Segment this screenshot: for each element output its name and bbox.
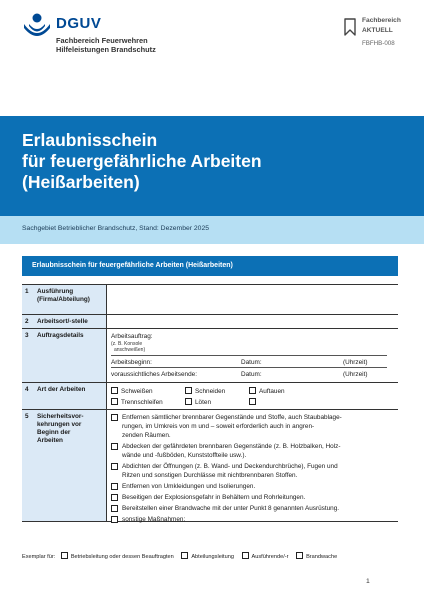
safety-text: zenden Räumen.	[122, 432, 171, 439]
permit-form	[22, 256, 398, 522]
form-row-4	[22, 383, 398, 410]
subline-text: Sachgebiet Betrieblicher Brandschutz, Stand: Dezember 2025	[22, 225, 210, 232]
checkbox[interactable]	[111, 494, 118, 501]
safety-item[interactable]	[111, 482, 392, 491]
work-type-options	[107, 383, 398, 409]
work-order-hint-2: anschweißen)	[114, 347, 146, 353]
copy-for-label: Exemplar für:	[22, 554, 56, 560]
row-label	[35, 410, 107, 521]
checkbox[interactable]	[185, 398, 192, 405]
row-number: 4	[22, 383, 35, 409]
page-number: 1	[366, 578, 370, 585]
row-label-line: Arbeiten	[37, 437, 63, 444]
checkbox[interactable]	[111, 516, 118, 523]
fachbereich-label-2: AKTUELL	[362, 27, 393, 34]
form-row-3	[22, 329, 398, 383]
work-order-hint-1: (z. B. Konsole	[111, 341, 143, 347]
page-title-line-3: (Heißarbeiten)	[22, 172, 140, 192]
safety-item[interactable]	[111, 413, 392, 440]
checkbox[interactable]	[242, 552, 249, 559]
row-label-line: Beginn der	[37, 429, 71, 436]
start-label: Arbeitsbeginn:	[111, 359, 152, 366]
page-title-line-2: für feuergefährliche Arbeiten	[22, 151, 262, 171]
checkbox[interactable]	[111, 483, 118, 490]
safety-text: sonstige Maßnahmen:	[122, 516, 186, 523]
option-grinding[interactable]	[111, 398, 163, 407]
safety-text: rungen, im Umkreis von m und – soweit erforderlich auch in angren-	[122, 423, 315, 430]
copy-option-label: Ausführende/-r	[251, 554, 289, 560]
checkbox[interactable]	[111, 443, 118, 450]
copy-option[interactable]	[296, 554, 337, 560]
form-row-5	[22, 410, 398, 522]
row-label-line: Ausführung	[37, 288, 74, 295]
option-label: Schweißen	[121, 388, 153, 395]
row-label: Art der Arbeiten	[35, 383, 107, 409]
brand-name: DGUV	[56, 15, 102, 32]
brand-subline	[56, 36, 156, 54]
form-row-1	[22, 284, 398, 315]
page-title	[22, 130, 262, 193]
copy-option-label: Betriebsleitung oder dessen Beauftragten	[70, 554, 174, 560]
option-other[interactable]	[249, 398, 259, 407]
execution-field[interactable]	[107, 285, 398, 314]
safety-text: Ritzen und sonstigen Durchlässe mit nichtbrennbaren Stoffen.	[122, 472, 298, 479]
work-location-field[interactable]	[107, 315, 398, 328]
start-line[interactable]	[111, 367, 387, 368]
option-label: Trennschleifen	[121, 399, 163, 406]
work-order-line	[111, 355, 387, 356]
safety-text: Abdichten der Öffnungen (z. B. Wand- und Deckendurchbrüche), Fugen und	[122, 463, 338, 470]
safety-measures	[107, 410, 398, 521]
copy-for-footer	[22, 552, 406, 560]
fachbereich-label	[362, 16, 401, 36]
safety-text: wände und -fußböden, Kunststoffteile usw.).	[122, 452, 247, 459]
safety-text: Bereitstellen einer Brandwache mit der unter Punkt 8 genannten Ausrüstung.	[122, 505, 340, 512]
dguv-logo-icon	[22, 12, 52, 40]
checkbox[interactable]	[111, 387, 118, 394]
safety-item[interactable]	[111, 462, 392, 480]
checkbox[interactable]	[111, 398, 118, 405]
safety-text: Entfernen von Umkleidungen und Isolierungen.	[122, 483, 256, 490]
checkbox[interactable]	[296, 552, 303, 559]
row-label: Arbeitsort/-stelle	[35, 315, 107, 328]
checkbox[interactable]	[181, 552, 188, 559]
end-label: voraussichtliches Arbeitsende:	[111, 371, 197, 378]
fachbereich-badge	[344, 16, 414, 56]
safety-text: Entfernen sämtlicher brennbarer Gegenstände und Stoffe, auch Staubablage-	[122, 414, 342, 421]
copy-option-label: Abteilungsleitung	[191, 554, 234, 560]
safety-text: Abdecken der gefährdeten brennbaren Gegenstände (z. B. Holzbalken, Holz-	[122, 443, 341, 450]
row-number: 3	[22, 329, 35, 382]
row-label-line: kehrungen vor	[37, 421, 82, 428]
title-banner	[0, 116, 424, 216]
checkbox[interactable]	[111, 505, 118, 512]
option-cutting[interactable]	[185, 387, 225, 396]
copy-option[interactable]	[181, 554, 234, 560]
checkbox[interactable]	[185, 387, 192, 394]
option-thawing[interactable]	[249, 387, 285, 396]
option-label: Löten	[195, 399, 211, 406]
row-label	[35, 285, 107, 314]
option-label: Schneiden	[195, 388, 226, 395]
option-soldering[interactable]	[185, 398, 211, 407]
safety-item[interactable]	[111, 504, 392, 513]
document-code: FBFHB-008	[362, 40, 395, 47]
row-number: 1	[22, 285, 35, 314]
dguv-logo	[22, 12, 222, 72]
end-time-label: (Uhrzeit)	[343, 371, 368, 378]
page-title-line-1: Erlaubnisschein	[22, 130, 158, 150]
copy-option-label: Brandwache	[306, 554, 338, 560]
brand-subline-2: Hilfeleistungen Brandschutz	[56, 45, 156, 54]
row-label-line: Sicherheitsvor-	[37, 413, 84, 420]
safety-item[interactable]	[111, 493, 392, 502]
order-details	[107, 329, 398, 382]
form-row-2	[22, 315, 398, 329]
safety-text: Beseitigen der Explosionsgefahr in Behältern und Rohrleitungen.	[122, 494, 306, 501]
row-number: 2	[22, 315, 35, 328]
checkbox[interactable]	[61, 552, 68, 559]
start-date-label: Datum:	[241, 359, 262, 366]
copy-option[interactable]	[242, 554, 289, 560]
bookmark-icon	[344, 18, 356, 36]
row-number: 5	[22, 410, 35, 521]
checkbox[interactable]	[111, 414, 118, 421]
row-label-line: (Firma/Abteilung)	[37, 296, 90, 303]
copy-option[interactable]	[61, 554, 174, 560]
subline-bar	[0, 216, 424, 244]
safety-item[interactable]	[111, 515, 392, 524]
checkbox[interactable]	[111, 463, 118, 470]
checkbox[interactable]	[249, 387, 256, 394]
row-label: Auftragsdetails	[35, 329, 107, 382]
start-time-label: (Uhrzeit)	[343, 359, 368, 366]
checkbox[interactable]	[249, 398, 256, 405]
option-welding[interactable]	[111, 387, 153, 396]
work-order-label: Arbeitsauftrag:	[111, 333, 153, 340]
option-label: Auftauen	[259, 388, 285, 395]
brand-subline-1: Fachbereich Feuerwehren	[56, 36, 148, 45]
fachbereich-label-1: Fachbereich	[362, 17, 401, 24]
form-heading: Erlaubnisschein für feuergefährliche Arbeiten (Heißarbeiten)	[22, 256, 398, 276]
end-date-label: Datum:	[241, 371, 262, 378]
safety-item[interactable]	[111, 442, 392, 460]
